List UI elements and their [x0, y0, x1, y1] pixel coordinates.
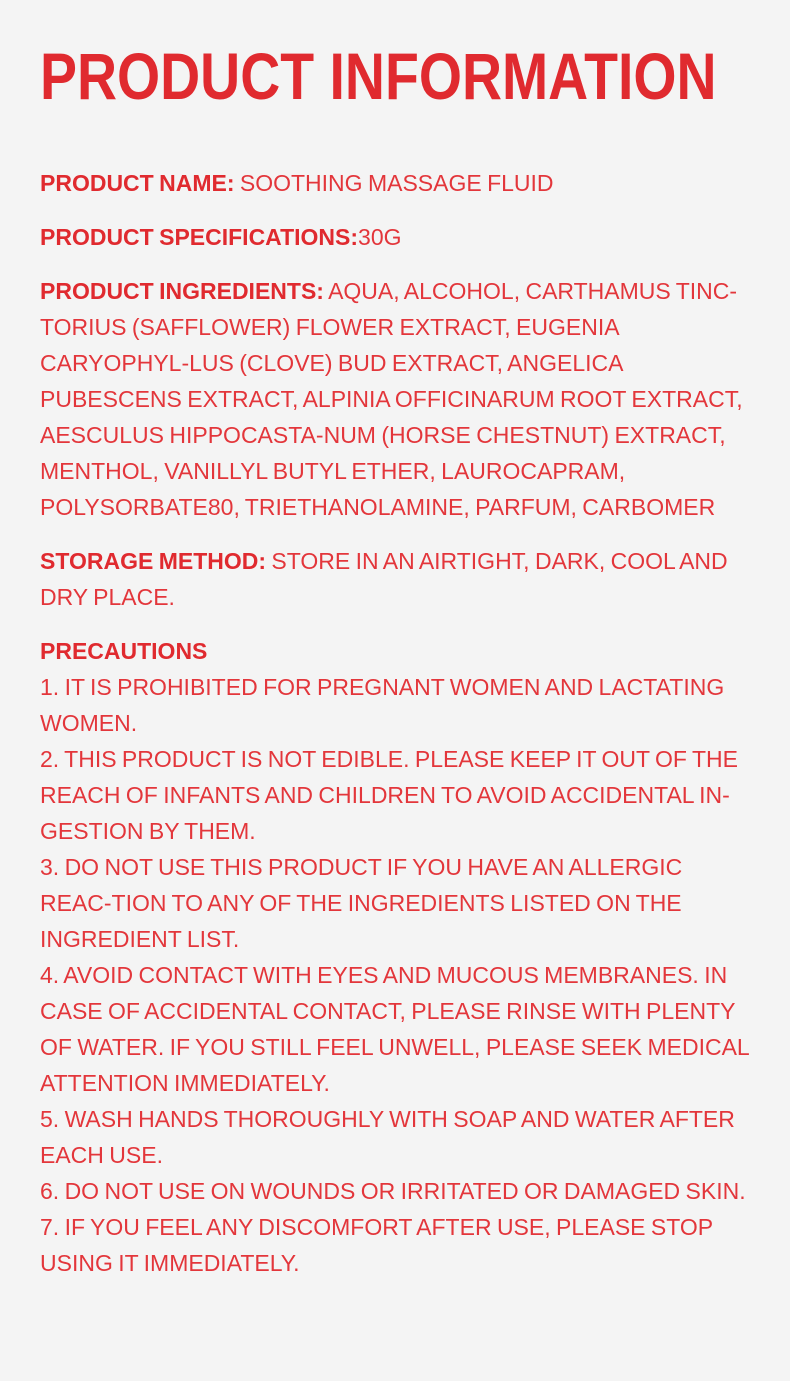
precaution-item-4: 4. AVOID CONTACT WITH EYES AND MUCOUS MEMBRANES. IN CASE OF ACCIDENTAL CONTACT, PLEASE RINSE WITH PLENTY OF WATER. IF YOU STILL FEEL UNWELL, PLEASE SEEK MEDICAL ATTENTION IMMEDIATELY. [40, 962, 749, 1096]
product-ingredients-row [40, 273, 755, 525]
storage-method-row [40, 543, 755, 615]
product-name-value: SOOTHING MASSAGE FLUID [234, 170, 554, 196]
product-specifications-label: PRODUCT SPECIFICATIONS: [40, 224, 359, 250]
precautions-section [40, 633, 755, 1281]
precaution-item-7: 7. IF YOU FEEL ANY DISCOMFORT AFTER USE, PLEASE STOP USING IT IMMEDIATELY. [40, 1214, 713, 1276]
product-ingredients-value: AQUA, ALCOHOL, CARTHAMUS TINC-TORIUS (SAFFLOWER) FLOWER EXTRACT, EUGENIA CARYOPHYL-LUS (CLOVE) BUD EXTRACT, ANGELICA PUBESCENS EXTRACT, ALPINIA OFFICINARUM ROOT EXTRACT, AESCULUS HIPPOCASTA-NUM (HORSE CHESTNUT) EXTRACT, MENTHOL, VANILLYL BUTYL ETHER, LAUROCAPRAM, POLYSORBATE80, TRIETHANOLAMINE, PARFUM, CARBOMER [40, 278, 743, 520]
product-specifications-value: 30G [358, 224, 402, 250]
precaution-item-3: 3. DO NOT USE THIS PRODUCT IF YOU HAVE AN ALLERGIC REAC-TION TO ANY OF THE INGREDIENTS LISTED ON THE INGREDIENT LIST. [40, 854, 683, 952]
precautions-heading: PRECAUTIONS [40, 638, 208, 664]
precaution-item-5: 5. WASH HANDS THOROUGHLY WITH SOAP AND WATER AFTER EACH USE. [40, 1106, 735, 1168]
product-name-row [40, 165, 755, 201]
product-name-label: PRODUCT NAME: [40, 170, 235, 196]
precaution-item-1: 1. IT IS PROHIBITED FOR PREGNANT WOMEN AND LACTATING WOMEN. [40, 674, 725, 736]
storage-method-label: STORAGE METHOD: [40, 548, 267, 574]
product-ingredients-label: PRODUCT INGREDIENTS: [40, 278, 324, 304]
product-specifications-row [40, 219, 755, 255]
page-title: PRODUCT INFORMATION [40, 39, 717, 113]
storage-method-value: STORE IN AN AIRTIGHT, DARK, COOL AND DRY PLACE. [40, 548, 728, 610]
precaution-item-6: 6. DO NOT USE ON WOUNDS OR IRRITATED OR DAMAGED SKIN. [40, 1178, 746, 1204]
precaution-item-2: 2. THIS PRODUCT IS NOT EDIBLE. PLEASE KEEP IT OUT OF THE REACH OF INFANTS AND CHILDREN TO AVOID ACCIDENTAL IN-GESTION BY THEM. [40, 746, 738, 844]
product-info-content [40, 165, 755, 1281]
